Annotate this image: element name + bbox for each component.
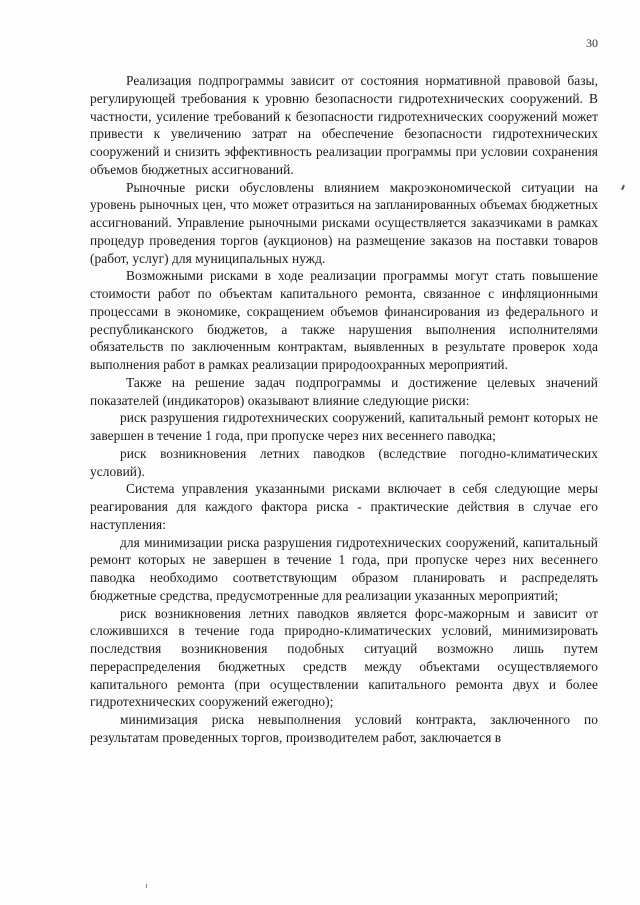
body-text bbox=[90, 72, 598, 747]
paragraph-possible-risks: Возможными рисками в ходе реализации программы могут стать повышение стоимости работ по объектам капитального ремонта, связанное с инфляционными процессами в экономике, сокращением объемов финансирования из федерального и республиканского бюджетов, а также нарушения выполнения исполнителями обязательств по заключенным контрактам, выявленных в результате проверок хода выполнения работ в рамках реализации природоохранных мероприятий. bbox=[90, 268, 598, 372]
scan-artifact bbox=[146, 884, 147, 888]
paragraph-measure-summer-floods: риск возникновения летних паводков является форс-мажорным и зависит от сложившихся в течение года природно-климатических условий, минимизировать последствия возникновения подобных ситуаций возможно лишь путем перераспределения бюджетных средств между объектами осуществляемого капитального ремонта (при осуществлении капитального ремонта двух и более гидротехнических сооружений ежегодно); bbox=[90, 605, 598, 710]
page-number: 30 bbox=[586, 36, 598, 50]
paragraph-regulatory-risk: Реализация подпрограммы зависит от состояния нормативной правовой базы, регулирующей требования к уровню безопасности гидротехнических сооружений. В частности, усиление требований к безопасности гидротехнических сооружений может привести к увеличению затрат на обеспечение безопасности гидротехнических сооружений и снизить эффективность реализации программы при условии сохранения объемов бюджетных ассигнований. bbox=[90, 73, 598, 177]
scan-artifact bbox=[621, 185, 625, 190]
paragraph-risks-intro: Также на решение задач подпрограммы и достижение целевых значений показателей (индикаторов) оказывают влияние следующие риски: bbox=[90, 374, 598, 408]
paragraph-measure-destruction: для минимизации риска разрушения гидротехнических сооружений, капитальный ремонт которых не завершен в течение 1 года, при пропуске через них весеннего паводка необходимо соответствующим образом планировать и распределять бюджетные средства, предусмотренные для реализации указанных мероприятий; bbox=[90, 534, 598, 603]
paragraph-risk-management-system: Система управления указанными рисками включает в себя следующие меры реагирования для каждого фактора риска - практические действия в случае его наступления: bbox=[90, 481, 598, 532]
paragraph-risk-destruction: риск разрушения гидротехнических сооружений, капитальный ремонт которых не завершен в течение 1 года, при пропуске через них весеннего паводка; bbox=[90, 410, 598, 443]
paragraph-measure-contract: минимизация риска невыполнения условий контракта, заключенного по результатам проведенных торгов, производителем работ, заключается в bbox=[90, 712, 598, 745]
paragraph-market-risk: Рыночные риски обусловлены влиянием макроэкономической ситуации на уровень рыночных цен, что может отразиться на запланированных объемах бюджетных ассигнований. Управление рыночными рисками осуществляется заказчиками в рамках процедур проведения торгов (аукционов) на размещение заказов на поставки товаров (работ, услуг) для муниципальных нужд. bbox=[90, 179, 598, 266]
paragraph-risk-summer-floods: риск возникновения летних паводков (вследствие погодно-климатических условий). bbox=[90, 445, 598, 479]
